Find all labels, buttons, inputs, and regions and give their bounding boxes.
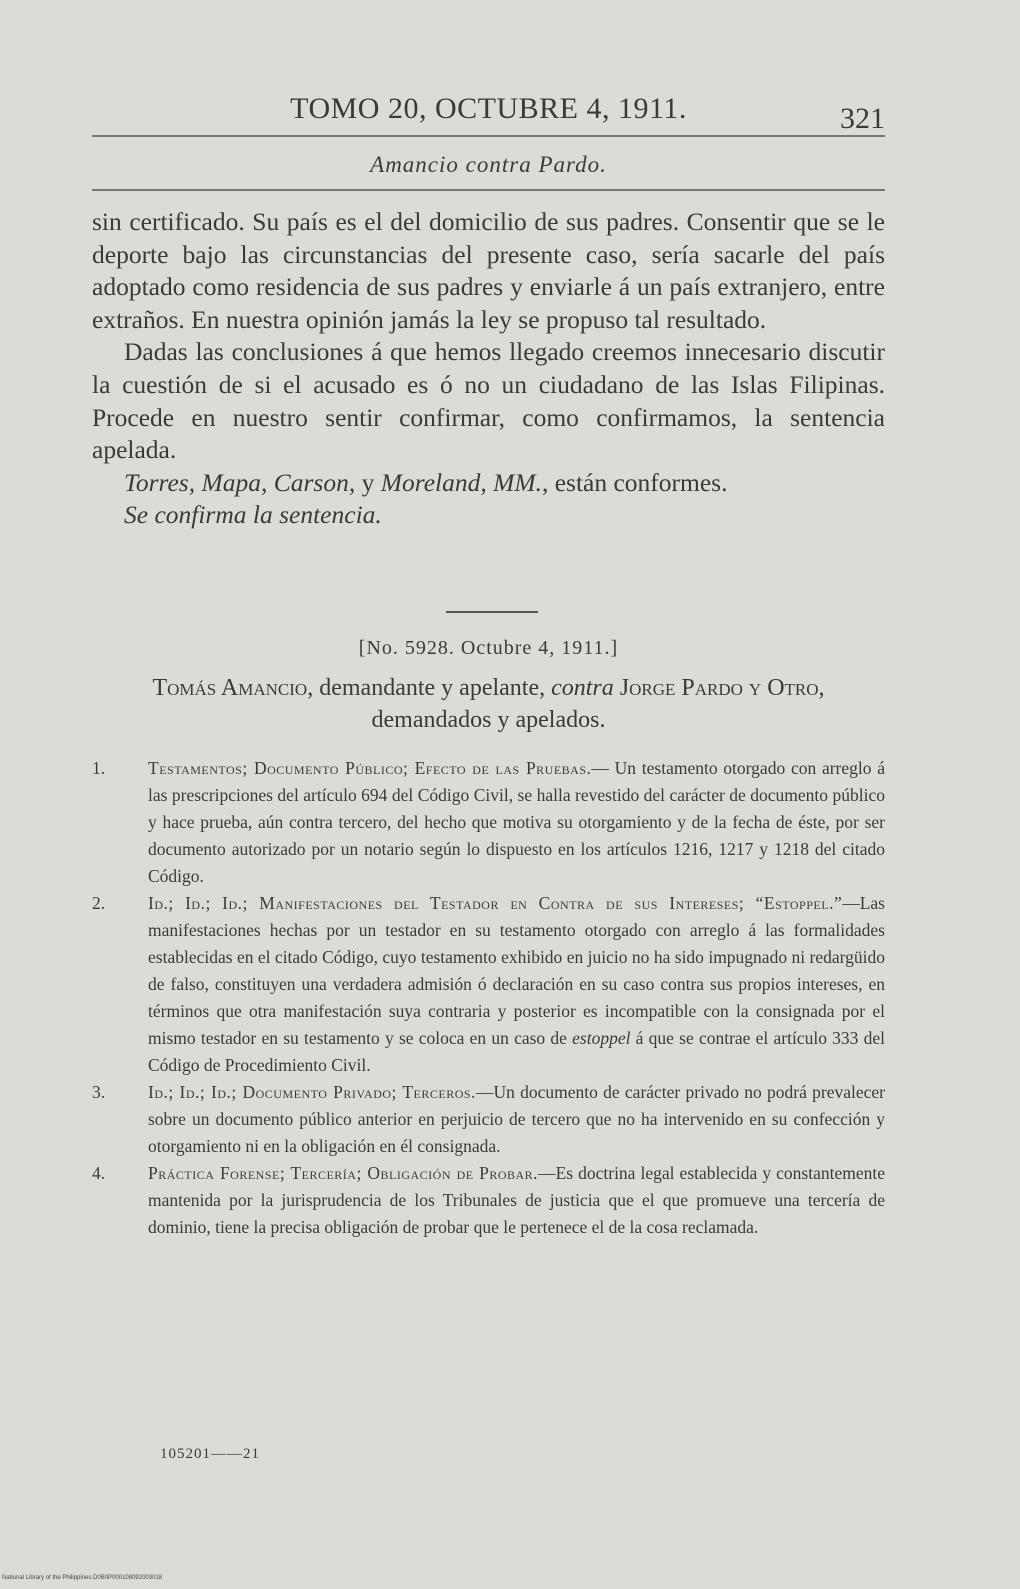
- concurrence-line: Torres, Mapa, Carson, y Moreland, MM., están conformes.: [124, 467, 728, 497]
- concurring-justice-last: Moreland, MM.: [380, 467, 542, 497]
- syllabus-item: 3. Id.; Id.; Id.; Documento Privado; Terceros.—Un documento de carácter privado no podrá prevalecer sobre un documento público anterior en perjuicio de tercero que no ha intervenido en su confección y otorgamiento ni en la obligación en él consignada.: [92, 1082, 885, 1156]
- case-short-title: Amancio contra Pardo.: [370, 152, 607, 177]
- syllabus-item: 4. Práctica Forense; Tercería; Obligación de Probar.—Es doctrina legal establecida y constantemente mantenida por la jurisprudencia de los Tribunales de justicia que el que promueve una tercería de dominio, tiene la precisa obligación de probar que le pertenece el de la cosa reclamada.: [92, 1163, 885, 1237]
- page-number: 321: [840, 102, 885, 135]
- running-head: [92, 86, 885, 135]
- disposition: Se confirma la sentencia.: [124, 500, 382, 530]
- opinion-body: [92, 206, 885, 532]
- running-title: TOMO 20, OCTUBRE 4, 1911.: [290, 92, 687, 125]
- syllabus-item: 1. Testamentos; Documento Público; Efecto de las Pruebas.— Un testamento otorgado con arreglo á las prescripciones del artículo 694 del Código Civil, se halla revestido del carácter de documento público y hace prueba, aún contra tercero, del hecho que motiva su otorgamiento y de la fecha de éste, por ser documento autorizado por un notario según lo dispuesto en los artículos 1216, 1217 y 1218 del citado Código.: [92, 758, 885, 886]
- syllabus: [92, 755, 885, 1241]
- header-rule-bottom: [92, 189, 885, 191]
- case-parties: Tomás Amancio, demandante y apelante, contra Jorge Pardo y Otro, demandados y apelados.: [152, 675, 825, 733]
- print-signature-code: 105201——21: [160, 1446, 260, 1462]
- syllabus-heading: Práctica Forense; Tercería; Obligación de Probar.: [148, 1163, 539, 1183]
- opinion-paragraph-1: sin certificado. Su país es el del domicilio de sus padres. Consentir que se le deporte bajo las circunstancias del presente caso, sería sacarle del país adoptado como residencia de sus padres y enviarle á un país extranjero, entre extraños. En nuestra opinión jamás la ley se propuso tal resultado.: [92, 207, 885, 334]
- opinion-paragraph-2: Dadas las conclusiones á que hemos llegado creemos innecesario discutir la cuestión de si el acusado es ó no un ciudadano de las Islas Filipinas. Procede en nuestro sentir confirmar, como confirmamos, la sentencia apelada.: [92, 337, 885, 465]
- syllabus-heading: Testamentos; Documento Público; Efecto de las Pruebas.: [148, 758, 592, 778]
- defendant-name: Jorge Pardo y Otro: [619, 675, 819, 701]
- case-number-date: [No. 5928. Octubre 4, 1911.]: [358, 637, 619, 659]
- syllabus-item: 2. Id.; Id.; Id.; Manifestaciones del Testador en Contra de sus Intereses; “Estoppel.”—Las manifestaciones hechas por un testador en su testamento otorgado con arreglo á las formalidades establecidas en el citado Código, cuyo testamento exhibido en juicio no ha sido impugnado ni redargüido de falso, constituyen una verdadera admisión ó declaración en su caso contra sus propios intereses, en términos que otra manifestación suya contraria y posterior es incompatible con la consignada por el mismo testador en su testamento y se coloca en un caso de estoppel á que se contrae el artículo 333 del Código de Procedimiento Civil.: [92, 893, 885, 1075]
- concurring-justices: Torres, Mapa, Carson,: [124, 467, 356, 497]
- scan-imprint: National Library of the Philippines D0B0P000108092003018: [2, 1575, 163, 1581]
- section-separator: [446, 611, 538, 613]
- plaintiff-name: Tomás Amancio: [152, 675, 308, 701]
- syllabus-heading: Id.; Id.; Id.; Documento Privado; Terceros.: [148, 1082, 476, 1102]
- syllabus-heading: Id.; Id.; Id.; Manifestaciones del Testador en Contra de sus Intereses; “Estoppel.”: [148, 893, 843, 913]
- header-rule-top: [92, 135, 885, 137]
